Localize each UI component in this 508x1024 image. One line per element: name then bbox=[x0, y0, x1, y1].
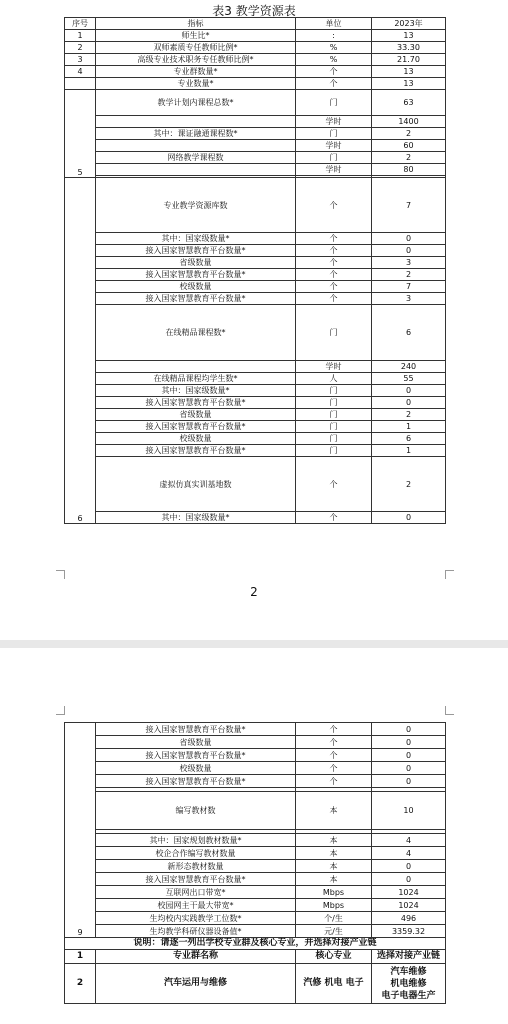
indicator-cell: 在线精品课程均学生数* bbox=[96, 373, 296, 385]
row-number: 3 bbox=[65, 54, 96, 66]
teaching-resources-table bbox=[64, 17, 446, 524]
industry-chain-item: 电子电器生产 bbox=[381, 990, 436, 1001]
unit-cell: 本 bbox=[296, 847, 372, 860]
page-number: 2 bbox=[250, 585, 258, 599]
unit-cell: 学时 bbox=[296, 361, 372, 373]
cluster-name-header: 专业群名称 bbox=[96, 950, 296, 964]
value-cell: 0 bbox=[372, 723, 446, 736]
indicator-cell: 其中：国家级数量* bbox=[96, 233, 296, 245]
indicator-cell: 校企合作编写教材数量 bbox=[96, 847, 296, 860]
unit-cell: 个 bbox=[296, 512, 372, 524]
indicator-cell: 编写教材数 bbox=[96, 792, 296, 830]
indicator-cell: 接入国家智慧教育平台数量* bbox=[96, 445, 296, 457]
cluster-header-row bbox=[65, 950, 446, 964]
indicator-cell: 省级数量 bbox=[96, 736, 296, 749]
value-cell: 0 bbox=[372, 736, 446, 749]
unit-cell: 个 bbox=[296, 66, 372, 78]
cluster-name: 汽车运用与维修 bbox=[96, 964, 296, 1004]
value-cell: 1 bbox=[372, 421, 446, 433]
column-header: 2023年 bbox=[372, 18, 446, 30]
industry-chain-item: 机电维修 bbox=[390, 978, 427, 989]
core-majors: 汽修 机电 电子 bbox=[296, 964, 372, 1004]
cluster-seq: 2 bbox=[65, 964, 96, 1004]
table-row bbox=[65, 792, 446, 830]
indicator-cell: 其中：课证融通课程数* bbox=[96, 128, 296, 140]
table-row bbox=[65, 152, 446, 164]
indicator-cell: 双师素质专任教师比例* bbox=[96, 42, 296, 54]
indicator-cell: 其中：国家规划教材数量* bbox=[96, 834, 296, 847]
page-corner-mark bbox=[445, 706, 454, 715]
unit-cell: 本 bbox=[296, 860, 372, 873]
page-separator bbox=[0, 640, 508, 648]
unit-cell: Mbps bbox=[296, 899, 372, 912]
indicator-cell: 在线精品课程数* bbox=[96, 305, 296, 361]
table-row bbox=[65, 305, 446, 361]
indicator-cell bbox=[96, 116, 296, 128]
table-row bbox=[65, 512, 446, 524]
unit-cell: 个 bbox=[296, 293, 372, 305]
table-row bbox=[65, 269, 446, 281]
unit-cell: 个/生 bbox=[296, 912, 372, 925]
unit-cell: 门 bbox=[296, 385, 372, 397]
value-cell: 0 bbox=[372, 775, 446, 788]
value-cell: 2 bbox=[372, 269, 446, 281]
unit-cell: 个 bbox=[296, 257, 372, 269]
table-row bbox=[65, 834, 446, 847]
table-row bbox=[65, 385, 446, 397]
table-row bbox=[65, 90, 446, 116]
note-text: 说明：请逐一列出学校专业群及核心专业，并选择对接产业链 bbox=[65, 938, 446, 950]
row-number: 6 bbox=[65, 178, 96, 524]
table-row bbox=[65, 723, 446, 736]
unit-cell: 门 bbox=[296, 421, 372, 433]
unit-cell: 元/生 bbox=[296, 925, 372, 938]
value-cell: 0 bbox=[372, 397, 446, 409]
unit-cell: 个 bbox=[296, 281, 372, 293]
industry-chain-header: 选择对接产业链 bbox=[372, 950, 446, 964]
cluster-seq: 1 bbox=[65, 950, 96, 964]
value-cell: 13 bbox=[372, 30, 446, 42]
value-cell: 1024 bbox=[372, 899, 446, 912]
value-cell: 0 bbox=[372, 512, 446, 524]
unit-cell: 本 bbox=[296, 834, 372, 847]
indicator-cell: 接入国家智慧教育平台数量* bbox=[96, 397, 296, 409]
table-row bbox=[65, 445, 446, 457]
value-cell: 13 bbox=[372, 66, 446, 78]
table-row bbox=[65, 421, 446, 433]
table-row bbox=[65, 409, 446, 421]
indicator-cell: 生均校内实践教学工位数* bbox=[96, 912, 296, 925]
unit-cell: 个 bbox=[296, 723, 372, 736]
table-row bbox=[65, 775, 446, 788]
indicator-cell: 省级数量 bbox=[96, 257, 296, 269]
indicator-cell: 接入国家智慧教育平台数量* bbox=[96, 775, 296, 788]
indicator-cell: 新形态教材数量 bbox=[96, 860, 296, 873]
value-cell: 55 bbox=[372, 373, 446, 385]
indicator-cell: 接入国家智慧教育平台数量* bbox=[96, 293, 296, 305]
value-cell: 7 bbox=[372, 281, 446, 293]
table-title: 表3 教学资源表 bbox=[212, 4, 296, 18]
value-cell: 2 bbox=[372, 457, 446, 512]
unit-cell: 个 bbox=[296, 245, 372, 257]
value-cell: 0 bbox=[372, 873, 446, 886]
industry-chain-item: 汽车维修 bbox=[390, 966, 427, 977]
table-row bbox=[65, 281, 446, 293]
indicator-cell: 高级专业技术职务专任教师比例* bbox=[96, 54, 296, 66]
row-number: 2 bbox=[65, 42, 96, 54]
indicator-cell: 虚拟仿真实训基地数 bbox=[96, 457, 296, 512]
indicator-cell bbox=[96, 164, 296, 176]
table-row bbox=[65, 886, 446, 899]
value-cell: 33.30 bbox=[372, 42, 446, 54]
indicator-cell bbox=[96, 140, 296, 152]
value-cell: 2 bbox=[372, 128, 446, 140]
core-major-header: 核心专业 bbox=[296, 950, 372, 964]
table-row bbox=[65, 42, 446, 54]
indicator-cell: 接入国家智慧教育平台数量* bbox=[96, 421, 296, 433]
indicator-cell: 校级数量 bbox=[96, 762, 296, 775]
value-cell: 0 bbox=[372, 233, 446, 245]
indicator-cell: 专业教学资源库数 bbox=[96, 178, 296, 233]
unit-cell: 个 bbox=[296, 457, 372, 512]
indicator-cell: 接入国家智慧教育平台数量* bbox=[96, 269, 296, 281]
indicator-cell: 生均教学科研仪器设备值* bbox=[96, 925, 296, 938]
indicator-cell: 专业数量* bbox=[96, 78, 296, 90]
unit-cell: Mbps bbox=[296, 886, 372, 899]
value-cell: 4 bbox=[372, 847, 446, 860]
indicator-cell: 省级数量 bbox=[96, 409, 296, 421]
indicator-cell: 接入国家智慧教育平台数量* bbox=[96, 873, 296, 886]
indicator-cell bbox=[96, 361, 296, 373]
teaching-resources-table-continued bbox=[64, 722, 446, 1004]
value-cell: 1400 bbox=[372, 116, 446, 128]
unit-cell: 学时 bbox=[296, 140, 372, 152]
table-row bbox=[65, 128, 446, 140]
indicator-cell: 校园网主干最大带宽* bbox=[96, 899, 296, 912]
indicator-cell: 接入国家智慧教育平台数量* bbox=[96, 749, 296, 762]
table-row bbox=[65, 433, 446, 445]
table-row bbox=[65, 116, 446, 128]
table-row bbox=[65, 257, 446, 269]
value-cell: 1 bbox=[372, 445, 446, 457]
table-row bbox=[65, 140, 446, 152]
column-header: 单位 bbox=[296, 18, 372, 30]
table-header-row bbox=[65, 18, 446, 30]
unit-cell: 门 bbox=[296, 90, 372, 116]
table-row bbox=[65, 397, 446, 409]
row-number: 1 bbox=[65, 30, 96, 42]
unit-cell: % bbox=[296, 54, 372, 66]
column-header: 序号 bbox=[65, 18, 96, 30]
table-row bbox=[65, 899, 446, 912]
row-number: 4 bbox=[65, 66, 96, 78]
unit-cell: 门 bbox=[296, 445, 372, 457]
value-cell: 60 bbox=[372, 140, 446, 152]
unit-cell: 个 bbox=[296, 78, 372, 90]
page-corner-mark bbox=[445, 570, 454, 579]
value-cell: 13 bbox=[372, 78, 446, 90]
value-cell: 496 bbox=[372, 912, 446, 925]
value-cell: 240 bbox=[372, 361, 446, 373]
value-cell: 3359.32 bbox=[372, 925, 446, 938]
value-cell: 6 bbox=[372, 305, 446, 361]
indicator-cell: 接入国家智慧教育平台数量* bbox=[96, 723, 296, 736]
unit-cell: : bbox=[296, 30, 372, 42]
table-row bbox=[65, 245, 446, 257]
value-cell: 0 bbox=[372, 860, 446, 873]
unit-cell: 个 bbox=[296, 233, 372, 245]
value-cell: 4 bbox=[372, 834, 446, 847]
table-row bbox=[65, 54, 446, 66]
unit-cell: 个 bbox=[296, 178, 372, 233]
indicator-cell: 校级数量 bbox=[96, 281, 296, 293]
value-cell: 0 bbox=[372, 385, 446, 397]
table-row bbox=[65, 178, 446, 233]
cluster-row bbox=[65, 964, 446, 1004]
unit-cell: 门 bbox=[296, 433, 372, 445]
table-row bbox=[65, 66, 446, 78]
value-cell: 0 bbox=[372, 749, 446, 762]
value-cell: 2 bbox=[372, 409, 446, 421]
unit-cell: 个 bbox=[296, 736, 372, 749]
row-number: 9 bbox=[65, 723, 96, 938]
table-row bbox=[65, 457, 446, 512]
value-cell: 6 bbox=[372, 433, 446, 445]
table-row bbox=[65, 30, 446, 42]
table-row bbox=[65, 736, 446, 749]
row-number: 5 bbox=[65, 90, 96, 178]
value-cell: 3 bbox=[372, 257, 446, 269]
table-row bbox=[65, 749, 446, 762]
value-cell: 2 bbox=[372, 152, 446, 164]
unit-cell: 学时 bbox=[296, 164, 372, 176]
unit-cell: 人 bbox=[296, 373, 372, 385]
table-row bbox=[65, 164, 446, 176]
indicator-cell: 互联网出口带宽* bbox=[96, 886, 296, 899]
indicator-cell: 校级数量 bbox=[96, 433, 296, 445]
unit-cell: 门 bbox=[296, 305, 372, 361]
unit-cell: 门 bbox=[296, 397, 372, 409]
table-row bbox=[65, 78, 446, 90]
value-cell: 1024 bbox=[372, 886, 446, 899]
unit-cell: 个 bbox=[296, 775, 372, 788]
table-row bbox=[65, 373, 446, 385]
value-cell: 3 bbox=[372, 293, 446, 305]
value-cell: 63 bbox=[372, 90, 446, 116]
unit-cell: 门 bbox=[296, 409, 372, 421]
table-row bbox=[65, 873, 446, 886]
indicator-cell: 其中：国家级数量* bbox=[96, 385, 296, 397]
table-row bbox=[65, 860, 446, 873]
indicator-cell: 教学计划内课程总数* bbox=[96, 90, 296, 116]
unit-cell: 本 bbox=[296, 792, 372, 830]
note-row bbox=[65, 938, 446, 950]
row-number bbox=[65, 78, 96, 90]
unit-cell: 个 bbox=[296, 749, 372, 762]
column-header: 指标 bbox=[96, 18, 296, 30]
value-cell: 0 bbox=[372, 762, 446, 775]
unit-cell: 学时 bbox=[296, 116, 372, 128]
value-cell: 80 bbox=[372, 164, 446, 176]
unit-cell: 个 bbox=[296, 269, 372, 281]
unit-cell: 个 bbox=[296, 762, 372, 775]
indicator-cell: 其中：国家级数量* bbox=[96, 512, 296, 524]
table-row bbox=[65, 293, 446, 305]
value-cell: 21.70 bbox=[372, 54, 446, 66]
value-cell: 10 bbox=[372, 792, 446, 830]
table-row bbox=[65, 912, 446, 925]
indicator-cell: 接入国家智慧教育平台数量* bbox=[96, 245, 296, 257]
indicator-cell: 师生比* bbox=[96, 30, 296, 42]
unit-cell: % bbox=[296, 42, 372, 54]
unit-cell: 本 bbox=[296, 873, 372, 886]
table-row bbox=[65, 847, 446, 860]
table-row bbox=[65, 233, 446, 245]
table-row bbox=[65, 361, 446, 373]
page-corner-mark bbox=[56, 706, 65, 715]
indicator-cell: 专业群数量* bbox=[96, 66, 296, 78]
value-cell: 7 bbox=[372, 178, 446, 233]
value-cell: 0 bbox=[372, 245, 446, 257]
unit-cell: 门 bbox=[296, 128, 372, 140]
unit-cell: 门 bbox=[296, 152, 372, 164]
industry-chain-list bbox=[372, 964, 446, 1004]
indicator-cell: 网络教学课程数 bbox=[96, 152, 296, 164]
table-row bbox=[65, 762, 446, 775]
page-corner-mark bbox=[56, 570, 65, 579]
table-row bbox=[65, 925, 446, 938]
